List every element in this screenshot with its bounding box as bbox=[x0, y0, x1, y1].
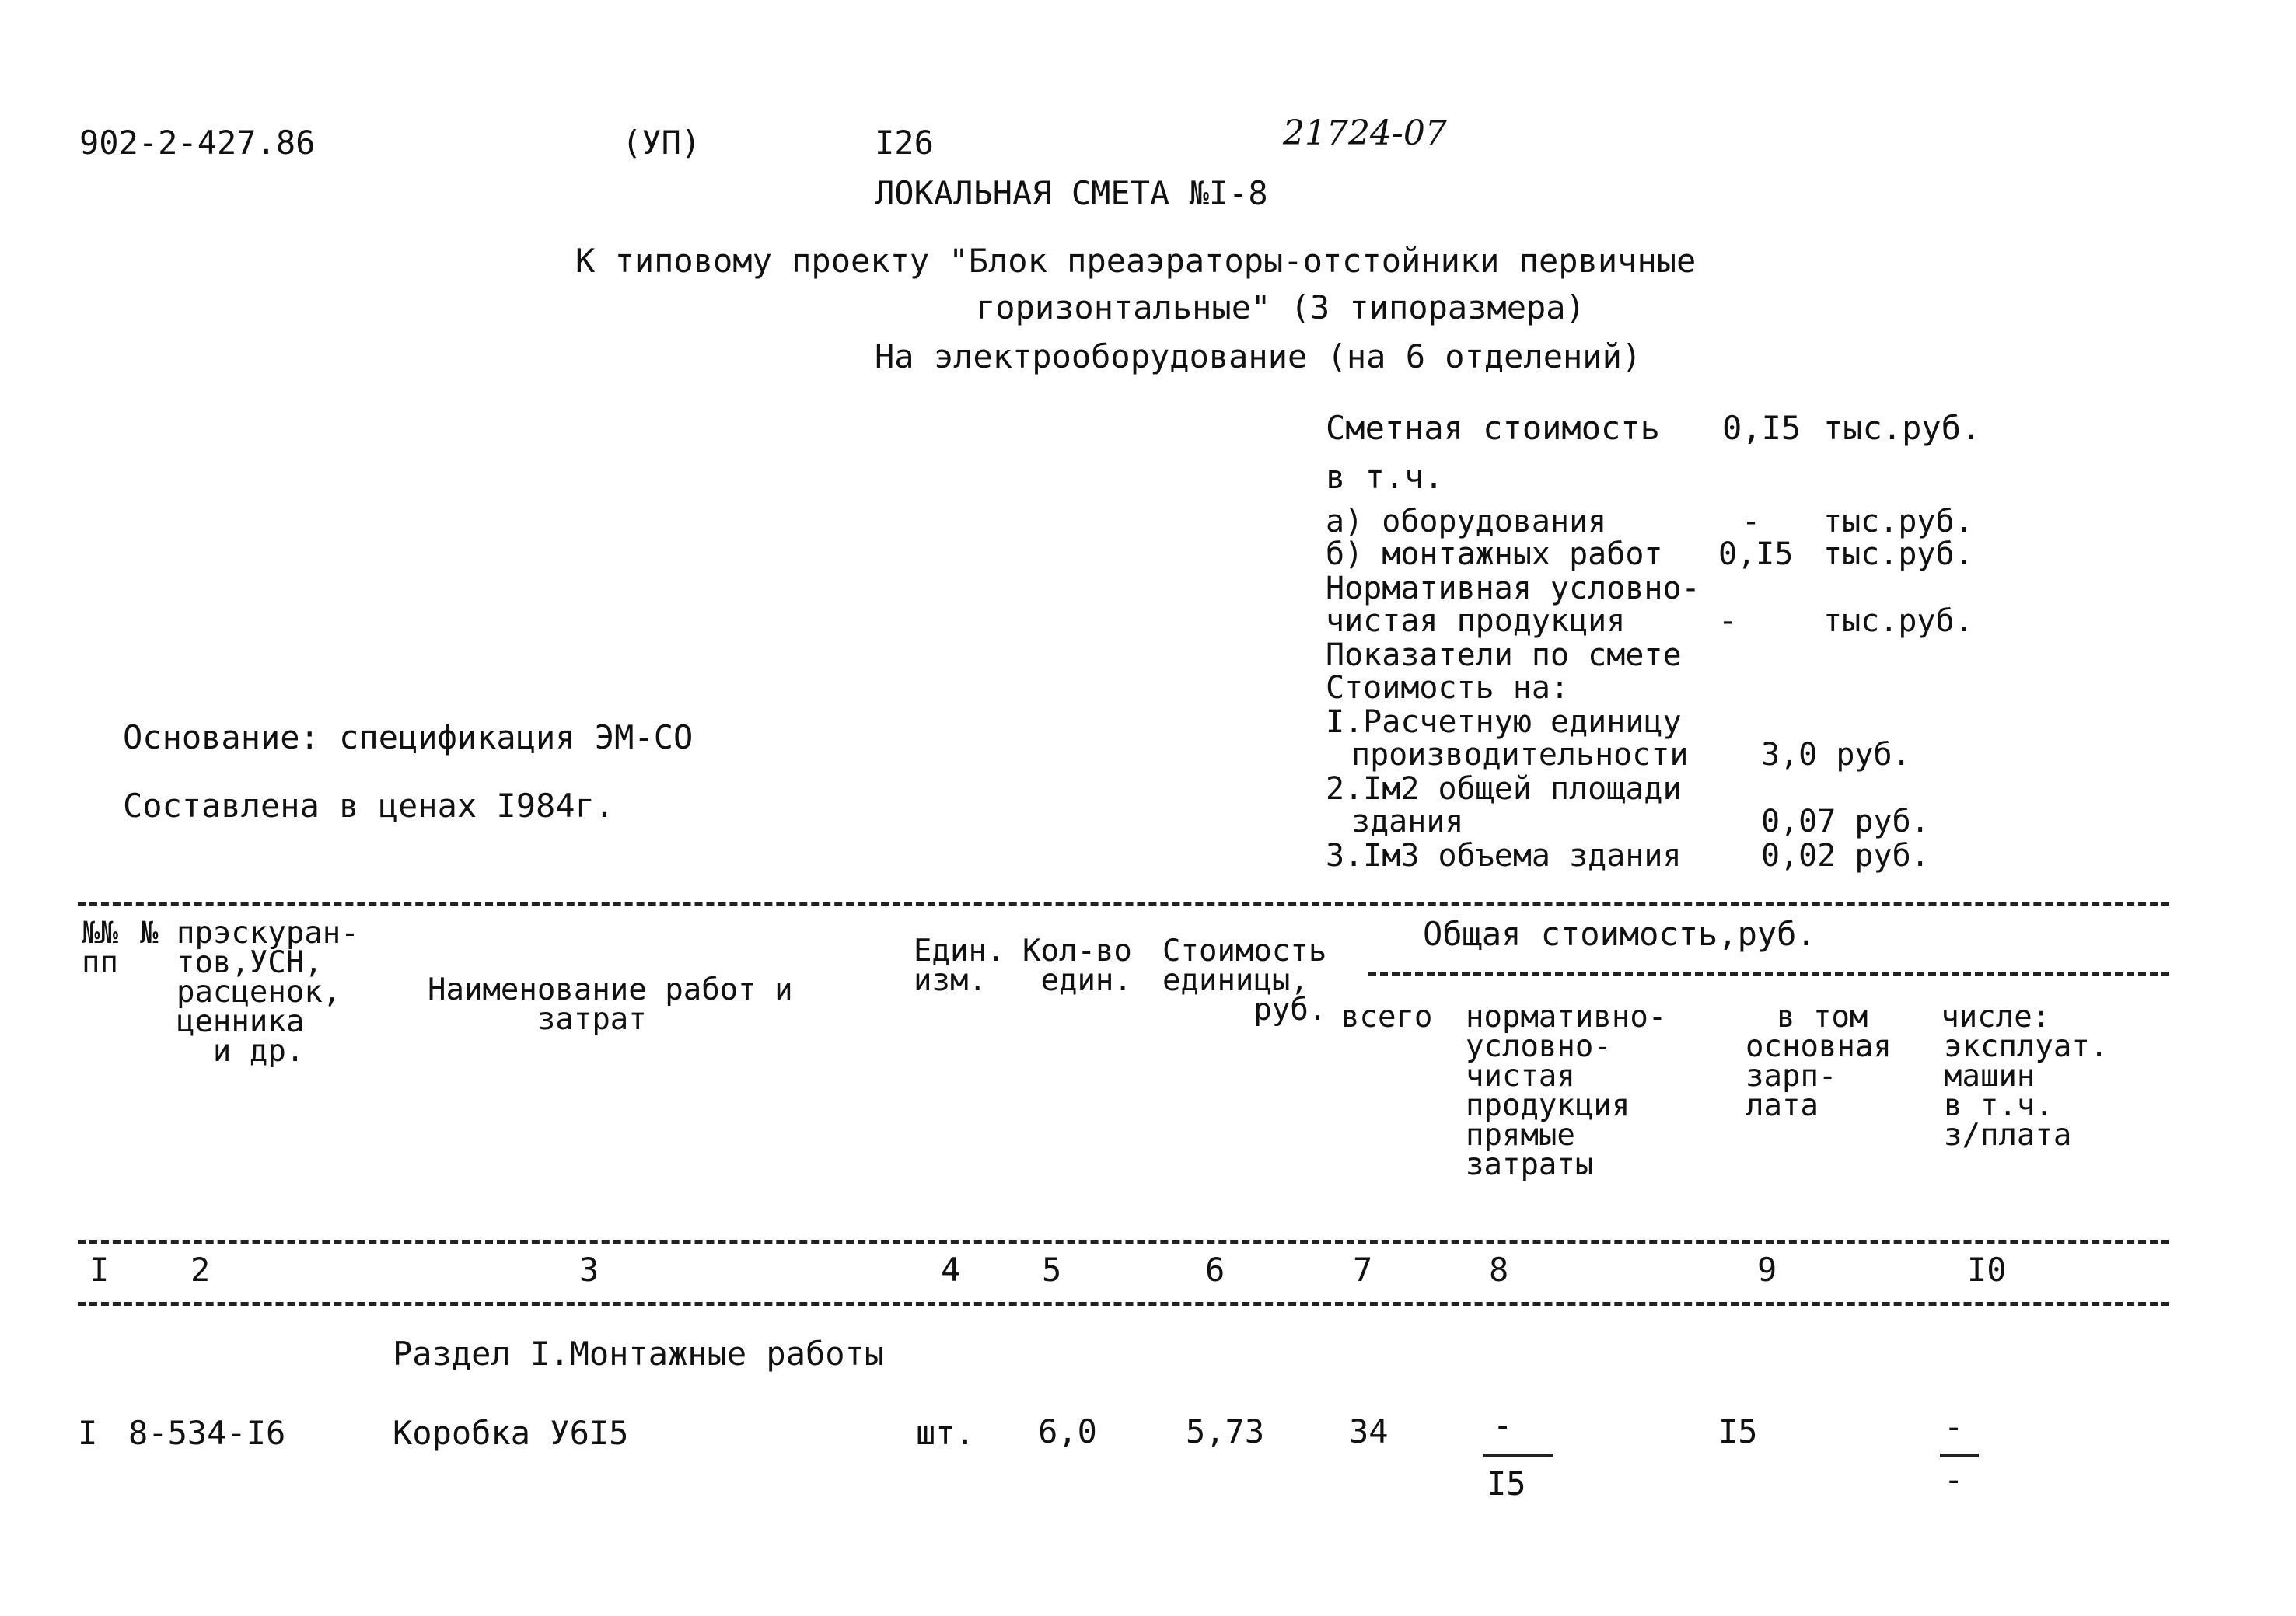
column-header-10: эксплуат. машин в т.ч. з/плата bbox=[1944, 1029, 2109, 1153]
column-number-1: I bbox=[89, 1251, 110, 1289]
row-salary: I5 bbox=[1718, 1412, 1758, 1450]
row-name: Коробка У6I5 bbox=[393, 1414, 629, 1452]
cost-on-label: Стоимость на: bbox=[1326, 670, 1570, 706]
equipment-unit: тыс.руб. bbox=[1823, 504, 1973, 539]
column-header-9: основная зарп- лата bbox=[1746, 1029, 1892, 1123]
row-machine-bottom: - bbox=[1944, 1461, 1964, 1499]
total-cost-subrule bbox=[1368, 972, 2169, 976]
column-header-5: Кол-во един. bbox=[1022, 934, 1132, 998]
subtitle-line-3: На электрооборудование (на 6 отделений) bbox=[875, 337, 1642, 375]
install-value: 0,I5 bbox=[1718, 536, 1794, 572]
project-code: 902-2-427.86 bbox=[79, 124, 316, 162]
handwritten-stamp: 21724-07 bbox=[1283, 113, 1447, 153]
equipment-label: а) оборудования bbox=[1326, 504, 1607, 539]
subtitle-line-2: горизонтальные" (3 типоразмера) bbox=[976, 288, 1585, 326]
indicator-1-value: 3,0 руб. bbox=[1761, 737, 1911, 773]
net-value: - bbox=[1718, 603, 1738, 639]
net-label-1: Нормативная условно- bbox=[1326, 571, 1700, 606]
column-header-3: Наименование работ и затрат bbox=[428, 972, 793, 1037]
indicator-1-line-2: производительности bbox=[1351, 737, 1689, 773]
net-unit: тыс.руб. bbox=[1823, 603, 1973, 639]
column-header-4: Един. изм. bbox=[914, 934, 1005, 998]
row-quantity: 6,0 bbox=[1038, 1412, 1097, 1450]
indicator-2-line-1: 2.Iм2 общей площади bbox=[1326, 771, 1682, 807]
indicator-3-line: 3.Iм3 объема здания bbox=[1326, 838, 1682, 874]
column-header-1: №№ пп bbox=[82, 916, 118, 980]
including-label: в т.ч. bbox=[1326, 458, 1444, 496]
header-bottom-rule bbox=[78, 1240, 2169, 1244]
section-title: Раздел I.Монтажные работы bbox=[393, 1335, 885, 1373]
row-unit-price: 5,73 bbox=[1186, 1412, 1265, 1450]
column-number-10: I0 bbox=[1967, 1251, 2007, 1289]
equipment-value: - bbox=[1742, 504, 1761, 539]
row-number: I bbox=[78, 1414, 98, 1452]
table-top-rule bbox=[78, 902, 2169, 906]
column-header-2: № прэскуран- тов,УСН, расценок, ценника и др. bbox=[140, 916, 359, 1069]
column-number-9: 9 bbox=[1757, 1251, 1777, 1289]
column-header-8: нормативно- условно- чистая продукция прямые затраты bbox=[1466, 1000, 1667, 1182]
indicators-label: Показатели по смете bbox=[1326, 637, 1682, 673]
prices-text: Составлена в ценах I984г. bbox=[123, 787, 615, 825]
cost-unit: тыс.руб. bbox=[1823, 409, 1981, 447]
numbers-bottom-rule bbox=[78, 1302, 2169, 1306]
column-number-4: 4 bbox=[941, 1251, 961, 1289]
indicator-3-value: 0,02 руб. bbox=[1761, 838, 1930, 874]
row-code: 8-534-I6 bbox=[128, 1414, 286, 1452]
cost-value: 0,I5 bbox=[1722, 409, 1802, 447]
page-number: I26 bbox=[875, 124, 934, 162]
install-label: б) монтажных работ bbox=[1326, 536, 1663, 572]
indicator-2-line-2: здания bbox=[1351, 804, 1464, 839]
row-unit: шт. bbox=[916, 1414, 975, 1452]
document-title: ЛОКАЛЬНАЯ СМЕТА №I-8 bbox=[875, 174, 1268, 212]
basis-text: Основание: спецификация ЭМ-СО bbox=[123, 718, 694, 756]
net-label-2: чистая продукция bbox=[1326, 603, 1626, 639]
row-net-top: - bbox=[1493, 1406, 1513, 1444]
row-total: 34 bbox=[1349, 1412, 1389, 1450]
install-unit: тыс.руб. bbox=[1823, 536, 1973, 572]
indicator-2-value: 0,07 руб. bbox=[1761, 804, 1930, 839]
column-number-8: 8 bbox=[1489, 1251, 1509, 1289]
fraction-bar bbox=[1483, 1454, 1553, 1457]
column-number-7: 7 bbox=[1353, 1251, 1373, 1289]
part-label: (УП) bbox=[622, 124, 701, 162]
column-number-6: 6 bbox=[1205, 1251, 1225, 1289]
fraction-bar bbox=[1940, 1454, 1979, 1457]
subtitle-line-1: К типовому проекту "Блок преаэраторы-отстойники первичные bbox=[575, 242, 1697, 280]
row-net-bottom: I5 bbox=[1487, 1464, 1526, 1503]
column-number-2: 2 bbox=[190, 1251, 211, 1289]
column-number-5: 5 bbox=[1042, 1251, 1062, 1289]
column-number-3: 3 bbox=[579, 1251, 599, 1289]
indicator-1-line-1: I.Расчетную единицу bbox=[1326, 704, 1682, 740]
column-header-6: Стоимость единицы, руб. bbox=[1162, 934, 1327, 1028]
cost-label: Сметная стоимость bbox=[1326, 409, 1660, 447]
total-cost-header: Общая стоимость,руб. bbox=[1423, 915, 1816, 953]
column-header-7: всего bbox=[1341, 1000, 1433, 1035]
row-machine-top: - bbox=[1944, 1408, 1964, 1446]
including-header: в том числе: bbox=[1777, 1000, 2051, 1035]
